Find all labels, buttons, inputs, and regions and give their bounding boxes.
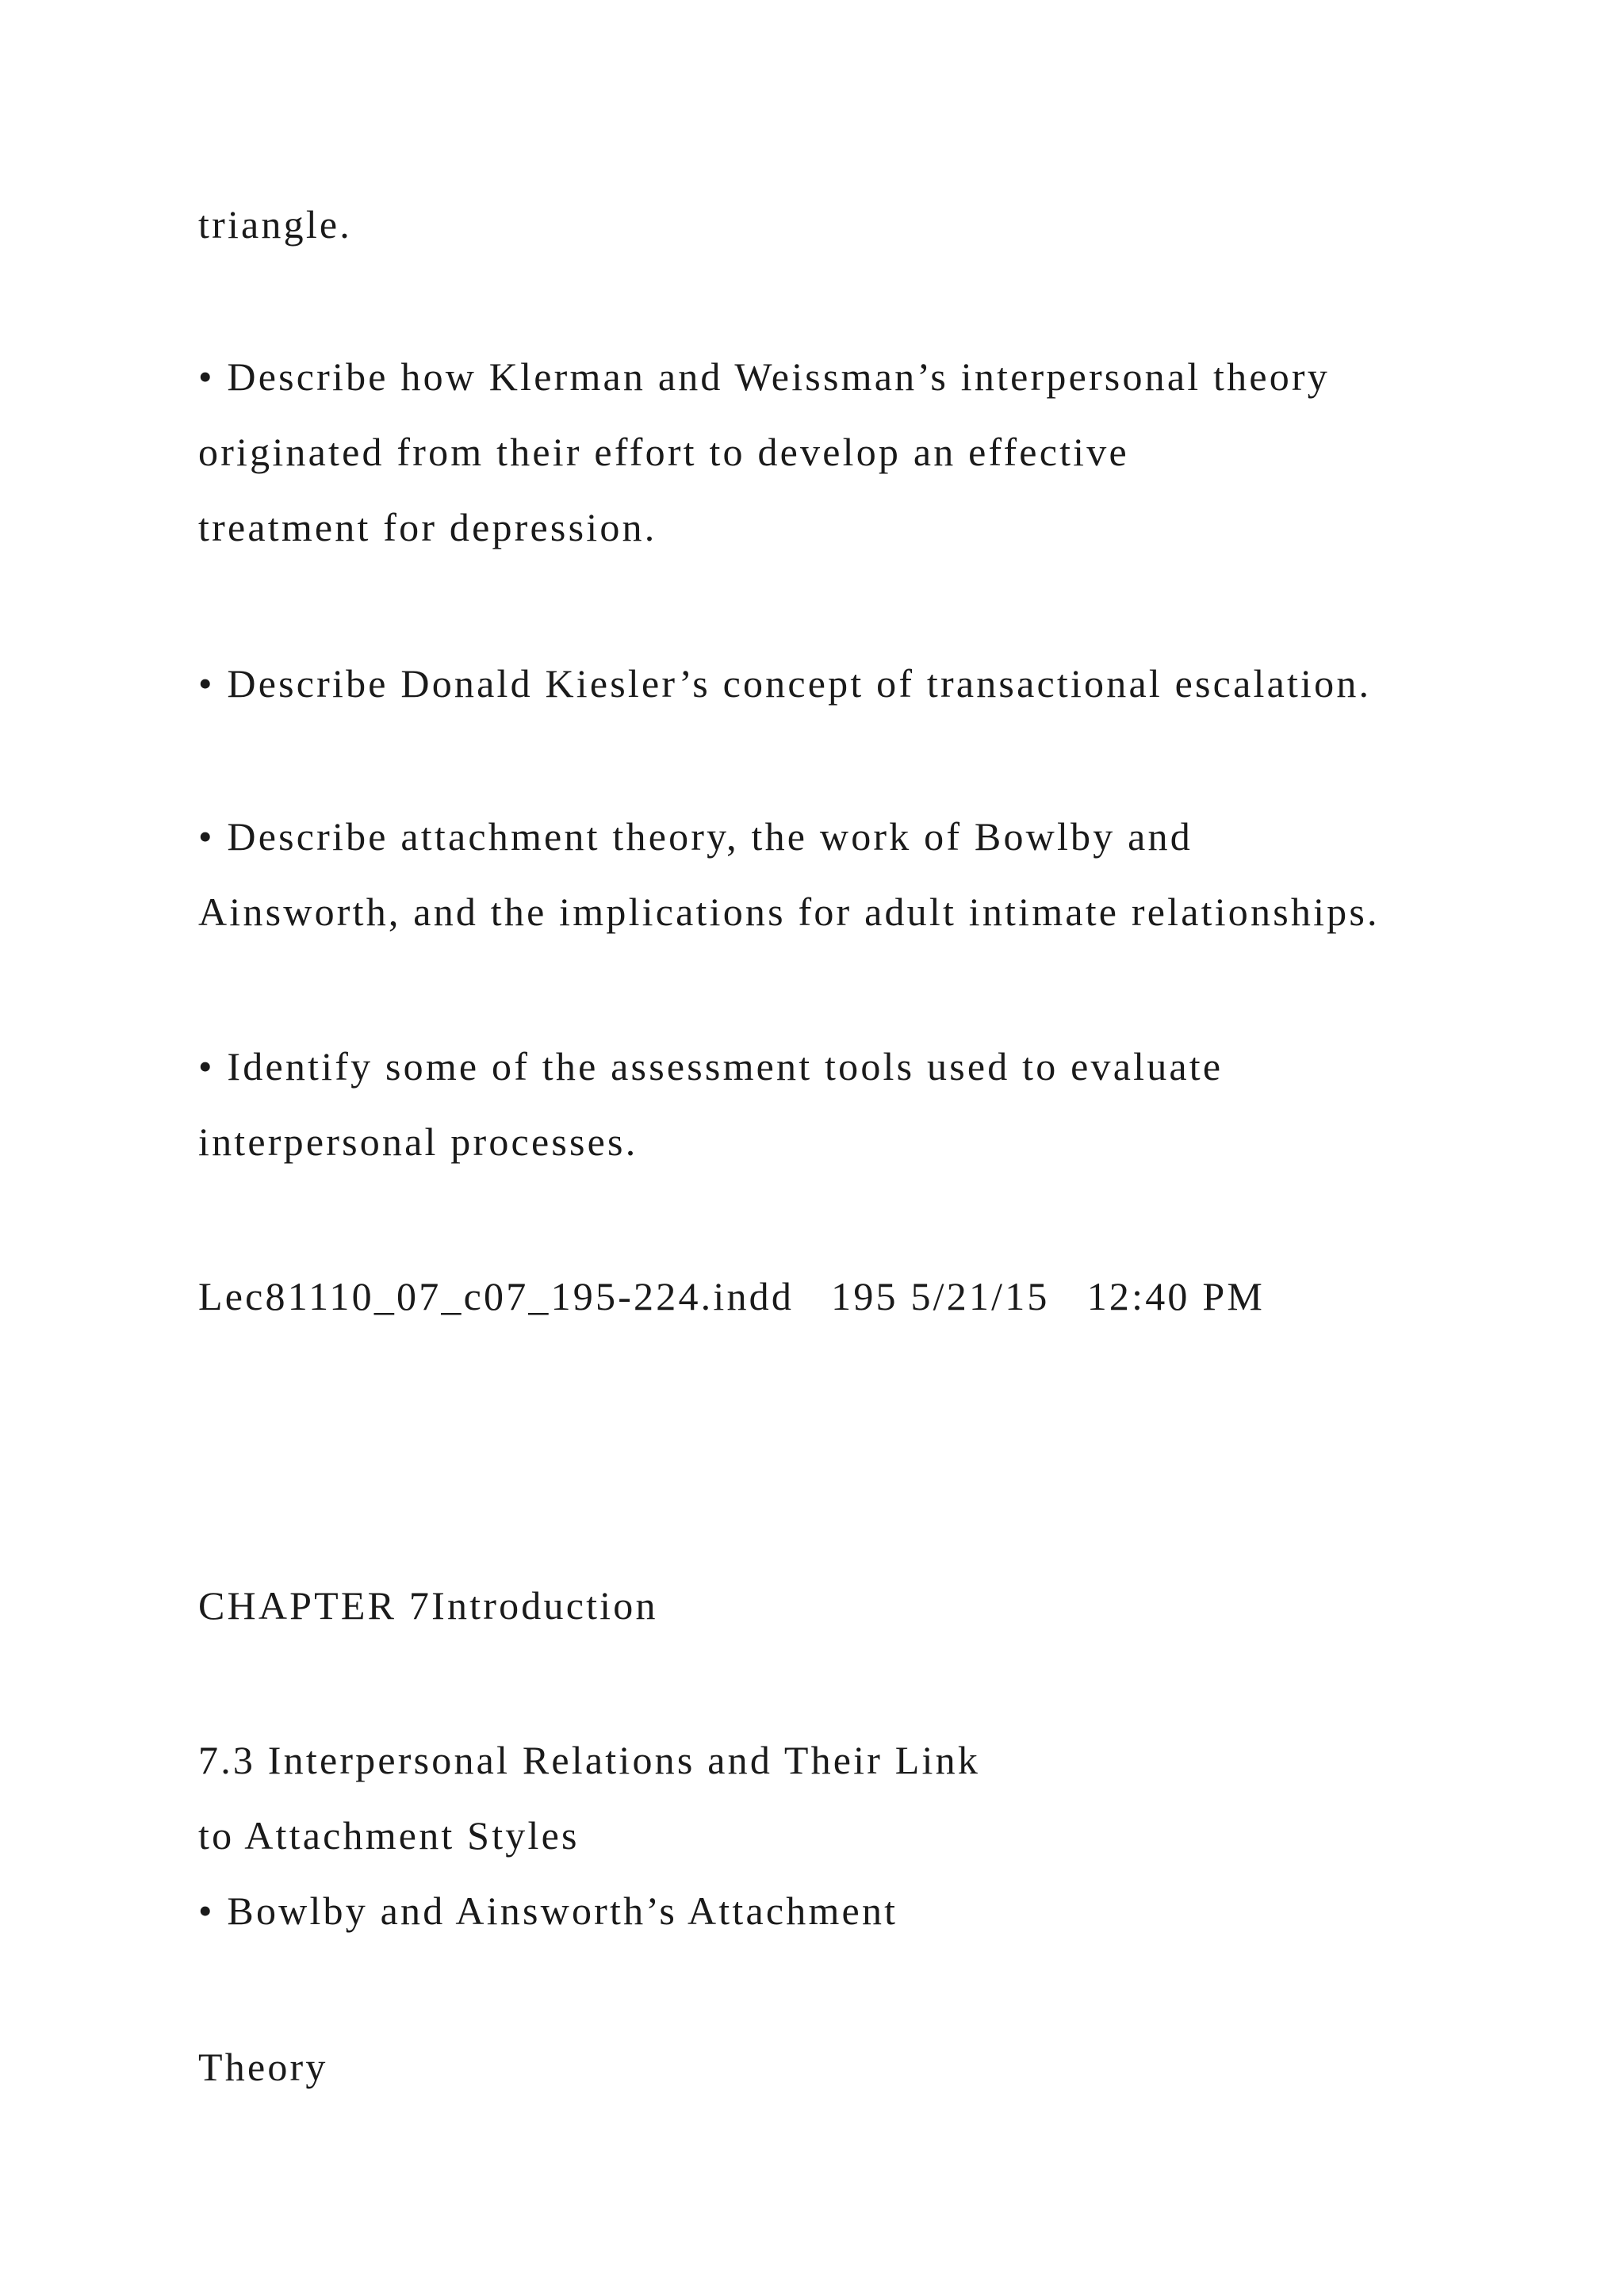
- chapter-heading: CHAPTER 7Introduction: [198, 1583, 658, 1628]
- section-heading: 7.3 Interpersonal Relations and Their Link: [198, 1738, 981, 1782]
- text-line: triangle.: [198, 202, 353, 247]
- section-heading: to Attachment Styles: [198, 1813, 580, 1858]
- bullet-line: • Describe attachment theory, the work of Bowlby and: [198, 814, 1193, 859]
- bullet-line: • Describe how Klerman and Weissman’s interpersonal theory: [198, 354, 1330, 399]
- bullet-line: • Bowlby and Ainsworth’s Attachment: [198, 1888, 898, 1933]
- bullet-line: • Identify some of the assessment tools used to evaluate: [198, 1044, 1224, 1089]
- file-info-line: Lec81110_07_c07_195-224.indd 195 5/21/15 12:40 PM: [198, 1274, 1265, 1318]
- text-line: Theory: [198, 2045, 328, 2089]
- text-line: Ainsworth, and the implications for adult intimate relationships.: [198, 890, 1380, 934]
- text-line: originated from their effort to develop an effective: [198, 430, 1129, 474]
- text-line: treatment for depression.: [198, 505, 657, 549]
- bullet-line: • Describe Donald Kiesler’s concept of transactional escalation.: [198, 661, 1372, 706]
- text-line: interpersonal processes.: [198, 1119, 638, 1164]
